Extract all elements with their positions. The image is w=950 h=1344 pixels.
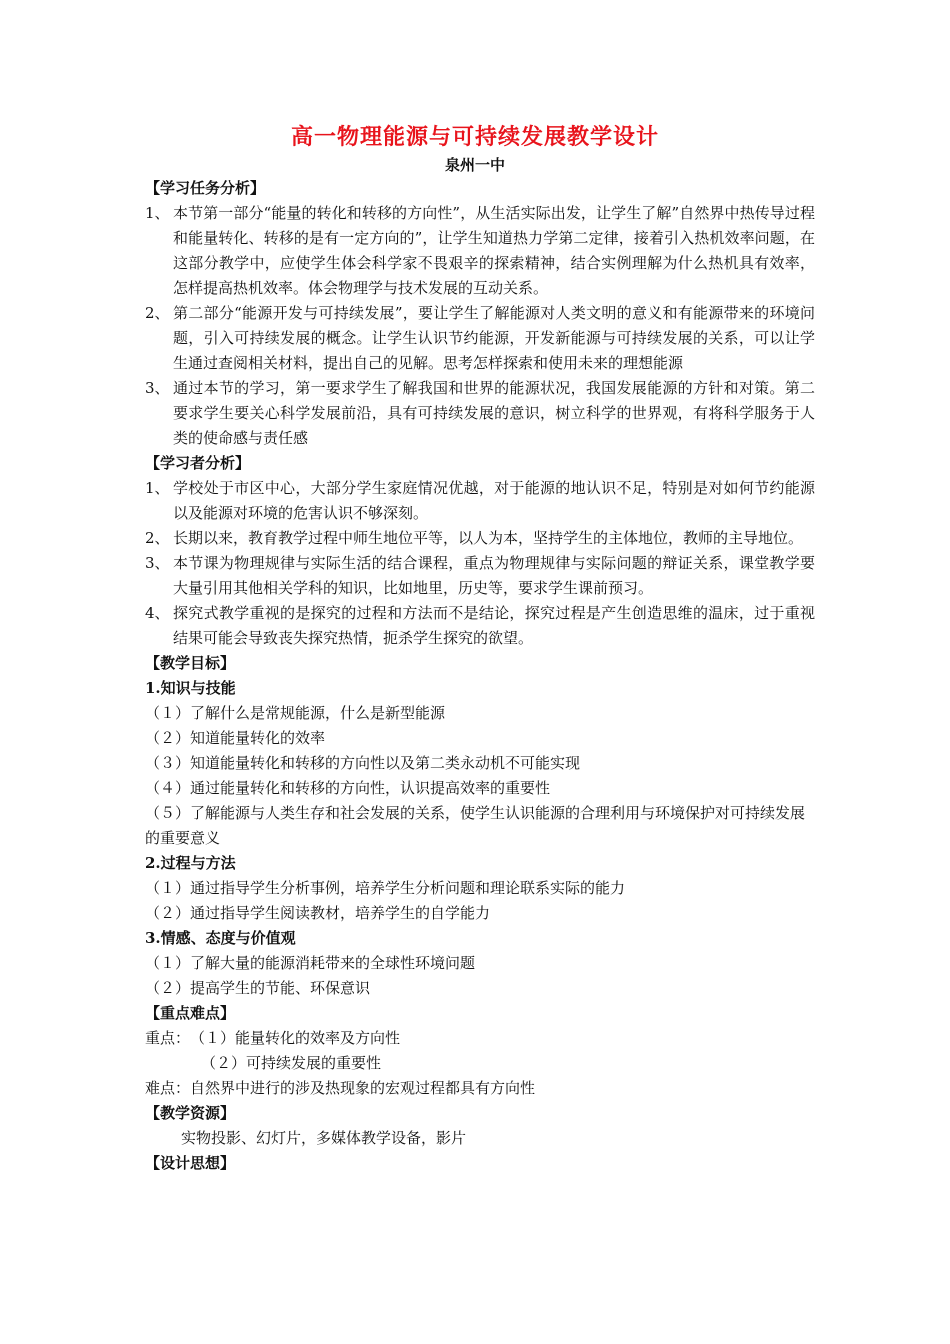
document-title: 高一物理能源与可持续发展教学设计 (290, 124, 659, 150)
list-text: 通过本节的学习，第一要求学生了解我国和世界的能源状况，我国发展能源的方针和对策。第二要求学生要关心科学发展前沿，具有可持续发展的意识，树立科学的世界观，有将科学服务于人类的使命感与责任感 (173, 379, 815, 447)
list-text: 长期以来，教育教学过程中师生地位平等，以人为本，坚持学生的主体地位，教师的主导地位。 (173, 529, 804, 547)
list-number: 4、 (145, 604, 170, 622)
list-item (145, 551, 815, 601)
subheading-process: 2.过程与方法 (145, 854, 236, 872)
section-heading-resources: 【教学资源】 (145, 1104, 236, 1122)
goal-item: （１）了解大量的能源消耗带来的全球性环境问题 (145, 954, 476, 972)
list-text: 本节第一部分“能量的转化和转移的方向性”，从生活实际出发，让学生了解”自然界中热传导过程和能量转化、转移的是有一定方向的”，让学生知道热力学第二定律，接着引入热机效率问题，在这部分教学中，应使学生体会科学家不畏艰辛的探索精神，结合实例理解为什么热机具有效率，怎样提高热机效率。体会物理学与技术发展的互动关系。 (173, 204, 815, 297)
goal-item: （２）提高学生的节能、环保意识 (145, 979, 371, 997)
list-number: 1、 (145, 204, 170, 222)
section-heading-key-points: 【重点难点】 (145, 1004, 236, 1022)
list-item (145, 601, 815, 651)
goal-item: （４）通过能量转化和转移的方向性，认识提高效率的重要性 (145, 779, 551, 797)
list-number: 3、 (145, 379, 170, 397)
list-item (145, 476, 815, 526)
list-number: 1、 (145, 479, 170, 497)
list-item (145, 301, 815, 376)
subheading-knowledge: 1.知识与技能 (145, 679, 236, 697)
goal-item: （２）通过指导学生阅读教材，培养学生的自学能力 (145, 904, 491, 922)
resources-text: 实物投影、幻灯片，多媒体教学设备，影片 (181, 1129, 467, 1147)
goal-item: （５）了解能源与人类生存和社会发展的关系，使学生认识能源的合理利用与环境保护对可持续发展的重要意义 (145, 804, 806, 847)
list-text: 第二部分“能源开发与可持续发展”，要让学生了解能源对人类文明的意义和有能源带来的环境问题，引入可持续发展的概念。让学生认识节约能源，开发新能源与可持续发展的关系，可以让学生通过查阅相关材料，提出自己的见解。思考怎样探索和使用未来的理想能源 (173, 304, 815, 372)
list-text: 探究式教学重视的是探究的过程和方法而不是结论，探究过程是产生创造思维的温床，过于重视结果可能会导致丧失探究热情，扼杀学生探究的欲望。 (173, 604, 815, 647)
list-number: 2、 (145, 529, 170, 547)
section-heading-learner-analysis: 【学习者分析】 (145, 454, 251, 472)
list-text: 本节课为物理规律与实际生活的结合课程，重点为物理规律与实际问题的辩证关系，课堂教学要大量引用其他相关学科的知识，比如地里，历史等，要求学生课前预习。 (173, 554, 815, 597)
goal-item: （１）了解什么是常规能源，什么是新型能源 (145, 704, 446, 722)
key-point-line: （２）可持续发展的重要性 (201, 1054, 382, 1072)
goal-item: （１）通过指导学生分析事例，培养学生分析问题和理论联系实际的能力 (145, 879, 626, 897)
key-point-line: 重点： （１）能量转化的效率及方向性 (145, 1029, 401, 1047)
list-item (145, 201, 815, 301)
list-item (145, 526, 815, 551)
list-item (145, 376, 815, 451)
subheading-emotion: 3.情感、态度与价值观 (145, 929, 296, 947)
document-subtitle: 泉州一中 (444, 156, 505, 174)
section-heading-task-analysis: 【学习任务分析】 (145, 179, 266, 197)
list-number: 3、 (145, 554, 170, 572)
difficult-point-line: 难点：自然界中进行的涉及热现象的宏观过程都具有方向性 (145, 1079, 536, 1097)
section-heading-design: 【设计思想】 (145, 1154, 236, 1172)
goal-item: （３）知道能量转化和转移的方向性以及第二类永动机不可能实现 (145, 754, 581, 772)
goal-item: （２）知道能量转化的效率 (145, 729, 326, 747)
list-text: 学校处于市区中心，大部分学生家庭情况优越，对于能源的地认识不足，特别是对如何节约能源以及能源对环境的危害认识不够深刻。 (173, 479, 815, 522)
list-number: 2、 (145, 304, 170, 322)
document-body (145, 176, 815, 1176)
section-heading-goals: 【教学目标】 (145, 654, 236, 672)
